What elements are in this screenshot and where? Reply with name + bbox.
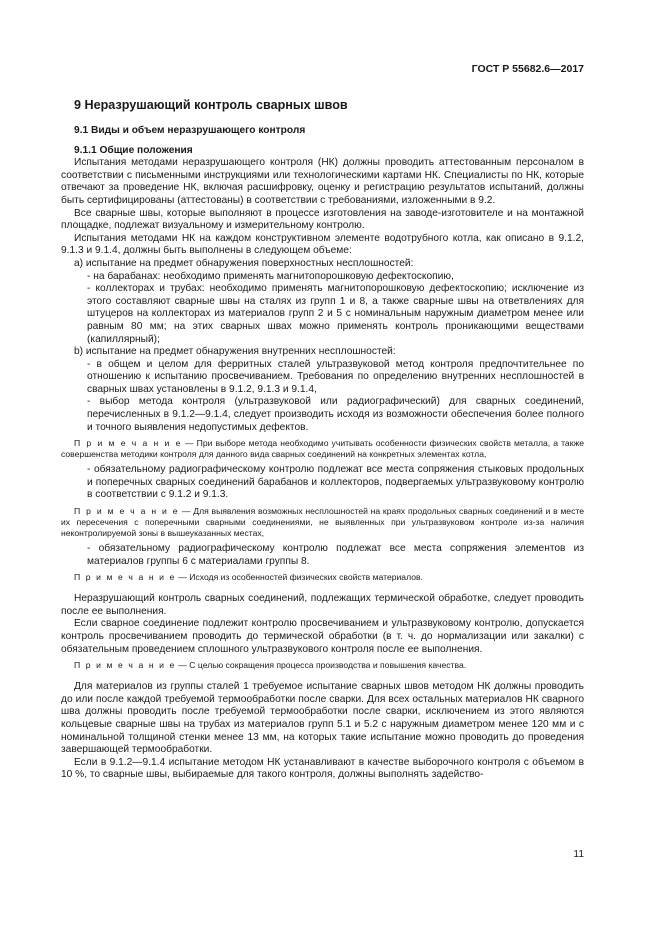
- standard-header: ГОСТ Р 55682.6—2017: [471, 63, 584, 75]
- paragraph: Испытания методами неразрушающего контроля (НК) должны проводить аттестованным персоналом в соответствии с письменными инструкциями или технологическими картами НК. Специалисты по НК, которые отвечают за проведение НК, включая расшифровку, оценку и регистрацию результатов испытаний, должны быть сертифицированы (аттестованы) в соответствии с требованиями, изложенными в 9.2.: [61, 157, 584, 206]
- page-number: 11: [573, 849, 584, 860]
- note-label: П р и м е ч а н и е: [74, 506, 180, 517]
- note: [61, 660, 584, 671]
- list-subitem: - коллекторах и трубах: необходимо применять магнитопорошковую дефектоскопию; исключение из этого составляют сварные швы на сталях из групп 1 и 8, а также сварные швы на ответвлениях для штуцеров на коллекторах из материалов групп 2 и 5 с номинальным наружным диаметром менее или равным 80 мм; на этих сварных швах можно применять контроль проникающими веществами (капиллярный);: [87, 283, 584, 345]
- note-text: — Для выявления возможных несплошностей на краях продольных сварных соединений и в месте их пересечения с поперечными сварными соединениями, не выявленных при ультразвуковом контроле из-за наличия неконтролируемой зоны в вышеуказанных местах,: [61, 506, 584, 539]
- list-item-b: b) испытание на предмет обнаружения внутренних несплошностей:: [74, 346, 396, 358]
- paragraph: Если в 9.1.2—9.1.4 испытание методом НК устанавливают в качестве выборочного контроля с объемом в 10 %, то сварные швы, выбираемые для такого контроля, должны выполнять задейство-: [61, 756, 584, 781]
- list-subitem: - в общем и целом для ферритных сталей ультразвуковой метод контроля предпочтительнее по отношению к испытанию просвечиванием. Требования по определению внутренних несплошностей в сварных швах установлены в 9.1.2, 9.1.3 и 9.1.4,: [87, 358, 584, 395]
- list-subitem: - на барабанах: необходимо применять магнитопорошковую дефектоскопию,: [87, 270, 454, 282]
- paragraph: Неразрушающий контроль сварных соединений, подлежащих термической обработке, следует проводить после ее выполнения.: [61, 593, 584, 617]
- paragraph: Испытания методами НК на каждом конструктивном элементе водотрубного котла, как описано в 9.1.2, 9.1.3 и 9.1.4, должны быть выполнены в следующем объеме:: [61, 232, 584, 257]
- list-subitem: - выбор метода контроля (ультразвуковой или радиографический) для сварных соединений, перечисленных в 9.1.2—9.1.4, следует производить исходя из возможности обеспечения более полного и точного выявления недопустимых дефектов.: [87, 396, 584, 433]
- note-label: П р и м е ч а н и е: [74, 572, 176, 583]
- note-text: — Исходя из особенностей физических свойств материалов.: [175, 572, 423, 583]
- section-title: 9 Неразрушающий контроль сварных швов: [74, 98, 348, 112]
- subsection-title: 9.1 Виды и объем неразрушающего контроля: [74, 125, 306, 136]
- note: [61, 506, 584, 539]
- note: [61, 572, 584, 583]
- paragraph: Все сварные швы, которые выполняют в процессе изготовления на заводе-изготовителе и на монтажной площадке, подлежат визуальному и измерительному контролю.: [61, 207, 584, 232]
- note-text: — При выборе метода необходимо учитывать особенности физических свойств металла, а также совершенства методики контроля для данного вида сварных соединений на конкретных элементах котла,: [61, 438, 584, 460]
- paragraph: Для материалов из группы сталей 1 требуемое испытание сварных швов методом НК должны проводить до или после каждой требуемой термообработки после сварки. Для всех остальных материалов НК сварного шва должны проводить после требуемой термообработки после сварки, исключением из этого являются кольцевые сварные швы на трубах из материалов групп 5.1 и 5.2 с наружным диаметром менее 120 мм и с номинальной толщиной стенки менее 13 мм, на которых такие испытание можно проводить до проведения завершающей термообработки.: [61, 681, 584, 756]
- paragraph: Если сварное соединение подлежит контролю просвечиванием и ультразвуковому контролю, допускается контроль просвечиванием проводить до термической обработки (в т. ч. до нормализации или закалки) с обязательным проведением сплошного ультразвукового контроля после ее выполнения.: [61, 618, 584, 655]
- page-content: [61, 98, 584, 782]
- note-text: — С целью сокращения процесса производства и повышения качества.: [175, 660, 467, 671]
- subsubsection-title: 9.1.1 Общие положения: [74, 144, 193, 156]
- list-item-a: a) испытание на предмет обнаружения поверхностных несплошностей:: [74, 257, 414, 269]
- list-subitem: - обязательному радиографическому контролю подлежат все места сопряжения элементов из материалов группы 6 с материалами группы 8.: [87, 543, 584, 567]
- list-subitem: - обязательному радиографическому контролю подлежат все места сопряжения стыковых продольных и поперечных сварных соединений барабанов и коллекторов, подвергаемых ультразвуковому контролю в соответствии с 9.1.2 и 9.1.3.: [87, 464, 584, 501]
- note: [61, 438, 584, 460]
- note-label: П р и м е ч а н и е: [74, 438, 182, 449]
- note-label: П р и м е ч а н и е: [74, 660, 176, 671]
